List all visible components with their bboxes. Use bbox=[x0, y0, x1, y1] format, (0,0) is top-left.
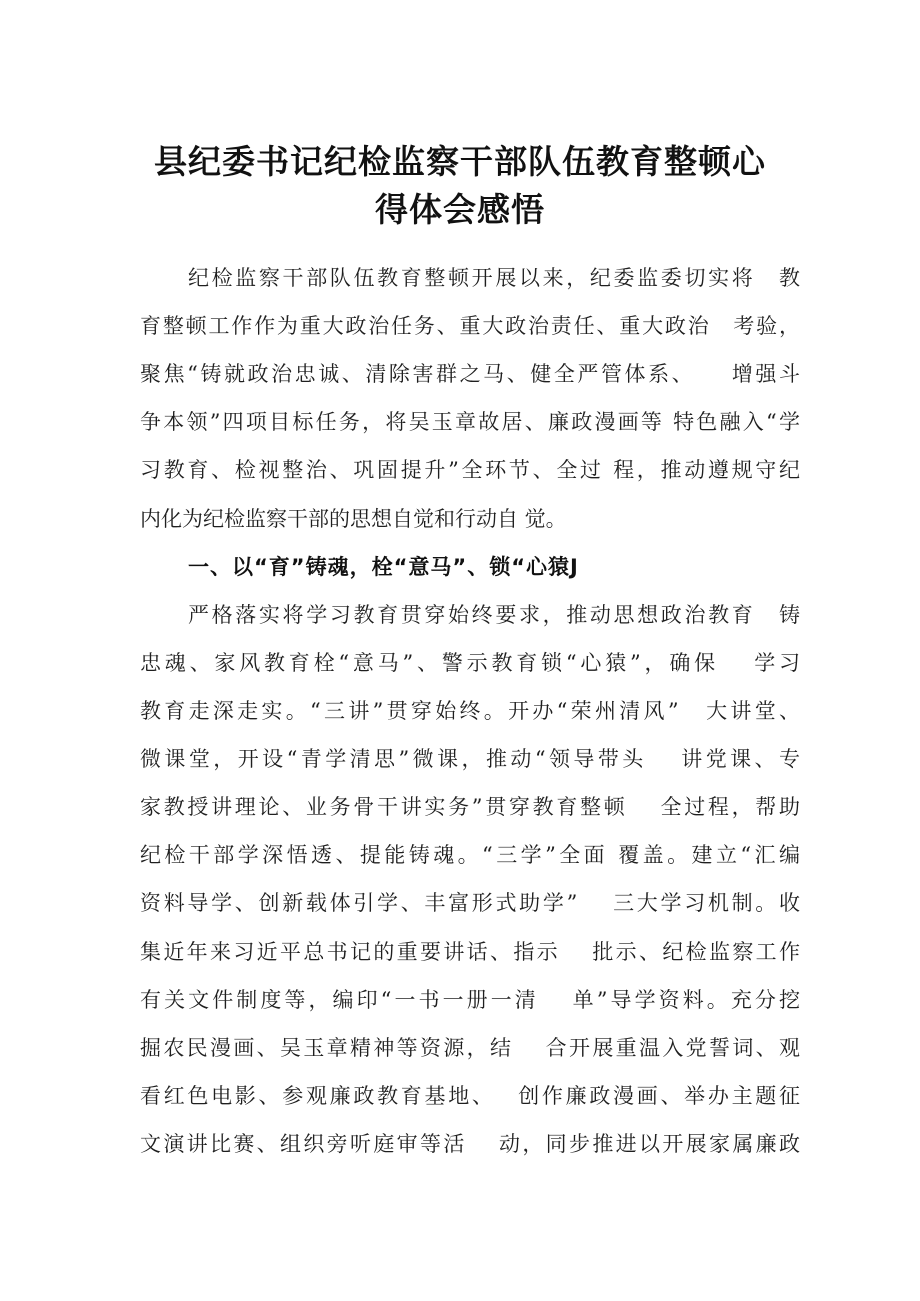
intro-paragraph-line: 聚焦“铸就政治忠诚、清除害群之马、健全严管体系、 增强斗 bbox=[140, 362, 800, 386]
document-title-line-2: 得体会感悟 bbox=[375, 190, 545, 229]
section-paragraph-line: 教育走深走实。“三讲”贯穿始终。开办“荣州清风” 大讲堂、 bbox=[140, 699, 800, 723]
section-paragraph-line: 家教授讲理论、业务骨干讲实务”贯穿教育整顿 全过程，帮助 bbox=[140, 795, 800, 819]
section-paragraph-line: 忠魂、家风教育栓“意马”、警示教育锁“心猿”，确保 学习 bbox=[140, 651, 800, 675]
section-paragraph-line: 微课堂，开设“青学清思”微课，推动“领导带头 讲党课、专 bbox=[140, 747, 800, 771]
document-title-line-1: 县纪委书记纪检监察干部队伍教育整顿心 bbox=[154, 142, 766, 181]
section-paragraph-line: 资料导学、创新载体引学、丰富形式助学” 三大学习机制。收 bbox=[140, 891, 800, 915]
intro-paragraph-line: 纪检监察干部队伍教育整顿开展以来，纪委监委切实将 教 bbox=[188, 266, 800, 290]
section-paragraph-line: 纪检干部学深悟透、提能铸魂。“三学”全面 覆盖。建立“汇编 bbox=[140, 843, 800, 867]
section-paragraph-line: 有关文件制度等，编印“一书一册一清 单”导学资料。充分挖 bbox=[140, 988, 800, 1012]
intro-paragraph-line: 育整顿工作作为重大政治任务、重大政治责任、重大政治 考验， bbox=[140, 314, 800, 338]
section-paragraph-line: 文演讲比赛、组织旁听庭审等活 动，同步推进以开展家属廉政 bbox=[140, 1132, 800, 1156]
section-heading: 一、以“育”铸魂，栓“意马”、锁“心猿J bbox=[188, 555, 579, 579]
section-paragraph-line: 集近年来习近平总书记的重要讲话、指示 批示、纪检监察工作 bbox=[140, 940, 800, 964]
intro-paragraph-line: 习教育、检视整治、巩固提升”全环节、全过 程，推动遵规守纪 bbox=[140, 458, 800, 482]
intro-paragraph-line: 内化为纪检监察干部的思想自觉和行动自 觉。 bbox=[140, 507, 567, 531]
section-paragraph-line: 严格落实将学习教育贯穿始终要求，推动思想政治教育 铸 bbox=[188, 603, 800, 627]
section-paragraph-line: 掘农民漫画、吴玉章精神等资源，结 合开展重温入党誓词、观 bbox=[140, 1036, 800, 1060]
intro-paragraph-line: 争本领”四项目标任务，将吴玉章故居、廉政漫画等 特色融入“学 bbox=[140, 410, 800, 434]
section-paragraph-line: 看红色电影、参观廉政教育基地、 创作廉政漫画、举办主题征 bbox=[140, 1084, 800, 1108]
